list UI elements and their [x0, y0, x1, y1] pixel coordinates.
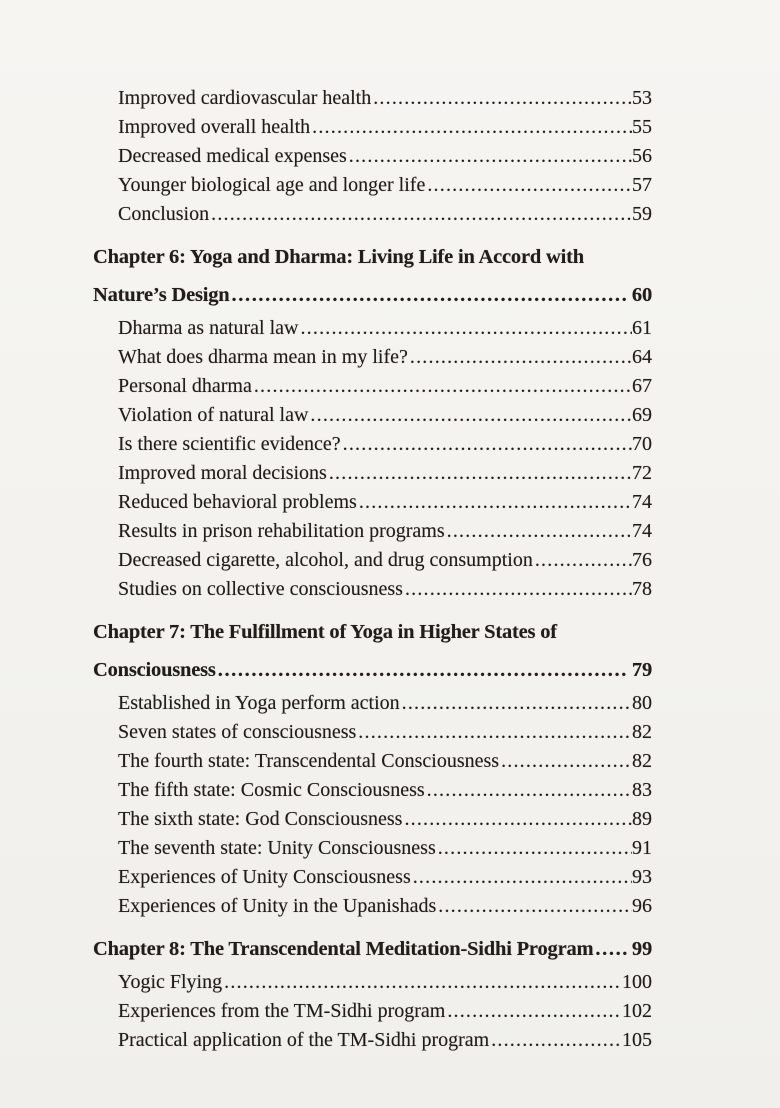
toc-entry-label: Improved cardiovascular health [118, 87, 372, 109]
dot-leader [427, 776, 632, 805]
toc-entry-label: The sixth state: God Consciousness [118, 808, 403, 830]
toc-entry-label: What does dharma mean in my life? [118, 346, 408, 368]
toc-entry [93, 84, 652, 113]
toc-entry [93, 372, 652, 401]
toc-entry-page-number: 100 [622, 971, 652, 993]
toc-entry-page-number: 69 [632, 404, 652, 426]
toc-entry-label: Experiences from the TM-Sidhi program [118, 1000, 446, 1022]
dot-leader [373, 84, 632, 113]
toc-entry-label: Decreased cigarette, alcohol, and drug consumption [118, 549, 533, 571]
dot-leader [300, 314, 632, 343]
toc-entry-page-number: 105 [622, 1029, 652, 1051]
dot-leader [349, 142, 632, 171]
toc-entry [93, 488, 652, 517]
toc-entry-label: Reduced behavioral problems [118, 491, 357, 513]
toc-entry [93, 689, 652, 718]
dot-leader [359, 488, 632, 517]
toc-chapter-heading-line-label: Consciousness [93, 659, 216, 681]
dot-leader [402, 689, 632, 718]
dot-leader [447, 997, 622, 1026]
dot-leader [438, 834, 632, 863]
toc-entry-page-number: 89 [632, 808, 652, 830]
toc-entry [93, 997, 652, 1026]
toc-chapter-heading-line-page-number: 60 [631, 284, 652, 306]
toc-entry-label: Improved overall health [118, 116, 311, 138]
dot-leader [211, 200, 632, 229]
toc-entry-page-number: 76 [632, 549, 652, 571]
toc-entry [93, 401, 652, 430]
toc-entry-page-number: 93 [632, 866, 652, 888]
dot-leader [312, 113, 632, 142]
dot-leader [358, 718, 632, 747]
toc-entry-page-number: 57 [632, 174, 652, 196]
toc-entry [93, 113, 652, 142]
toc-chapter-heading-line [93, 930, 652, 968]
toc-entry-label: Dharma as natural law [118, 317, 299, 339]
toc-chapter-heading-line-label: Chapter 8: The Transcendental Meditation-Sidhi Program [93, 938, 594, 960]
toc-entry-page-number: 64 [632, 346, 652, 368]
dot-leader [427, 171, 632, 200]
toc-entry-page-number: 91 [632, 837, 652, 859]
toc-entry [93, 430, 652, 459]
dot-leader [218, 651, 628, 689]
toc-entry [93, 718, 652, 747]
toc-entry [93, 343, 652, 372]
dot-leader [405, 575, 632, 604]
toc-chapter-heading-line [93, 613, 652, 651]
toc-entry-page-number: 70 [632, 433, 652, 455]
toc-entry-label: Decreased medical expenses [118, 145, 347, 167]
toc-entry [93, 968, 652, 997]
toc-entry-page-number: 82 [632, 721, 652, 743]
dot-leader [254, 372, 632, 401]
toc-entry [93, 517, 652, 546]
dot-leader [438, 892, 632, 921]
toc-entry-label: Experiences of Unity Consciousness [118, 866, 411, 888]
toc-entry-page-number: 67 [632, 375, 652, 397]
toc-entry-label: Conclusion [118, 203, 210, 225]
toc-entry-label: Established in Yoga perform action [118, 692, 400, 714]
toc-entry-page-number: 102 [622, 1000, 652, 1022]
toc-entry-label: The fifth state: Cosmic Consciousness [118, 779, 425, 801]
dot-leader [232, 276, 628, 314]
toc-entry [93, 1026, 652, 1055]
toc-entry [93, 892, 652, 921]
toc-entry [93, 314, 652, 343]
toc-chapter-heading-line-label: Chapter 7: The Fulfillment of Yoga in Higher States of [93, 621, 557, 643]
toc-section-chapter-7 [93, 613, 652, 921]
toc-entry-label: The seventh state: Unity Consciousness [118, 837, 436, 859]
toc-entry-label: Seven states of consciousness [118, 721, 357, 743]
dot-leader [447, 517, 632, 546]
toc-entry-page-number: 74 [632, 491, 652, 513]
toc-entry [93, 805, 652, 834]
toc-entry-page-number: 74 [632, 520, 652, 542]
toc-chapter-heading-line [93, 238, 652, 276]
dot-leader [343, 430, 632, 459]
toc-chapter-heading-line-label: Chapter 6: Yoga and Dharma: Living Life in Accord with [93, 246, 584, 268]
toc-entry [93, 834, 652, 863]
toc-section-chapter-6 [93, 238, 652, 604]
toc-entry-label: Younger biological age and longer life [118, 174, 426, 196]
toc-section-chapter-5-continued [93, 84, 652, 229]
toc-entry-page-number: 80 [632, 692, 652, 714]
toc-entry-label: Personal dharma [118, 375, 252, 397]
toc-chapter-heading-line-page-number: 99 [631, 938, 652, 960]
toc-entry-label: Experiences of Unity in the Upanishads [118, 895, 437, 917]
toc-entry-page-number: 72 [632, 462, 652, 484]
toc-entry [93, 863, 652, 892]
toc-entry-label: The fourth state: Transcendental Consciousness [118, 750, 500, 772]
toc-entry-page-number: 82 [632, 750, 652, 772]
toc-entry [93, 142, 652, 171]
toc-entry [93, 546, 652, 575]
toc-entry-label: Practical application of the TM-Sidhi program [118, 1029, 490, 1051]
toc-entry-page-number: 83 [632, 779, 652, 801]
toc [93, 84, 652, 1055]
toc-entry [93, 575, 652, 604]
toc-entry-page-number: 78 [632, 578, 652, 600]
toc-entry-page-number: 59 [632, 203, 652, 225]
toc-chapter-heading-line-page-number: 79 [631, 659, 652, 681]
dot-leader [404, 805, 632, 834]
dot-leader [410, 343, 632, 372]
toc-entry-label: Studies on collective consciousness [118, 578, 403, 600]
toc-section-chapter-8 [93, 930, 652, 1055]
toc-chapter-heading-line [93, 276, 652, 314]
dot-leader [501, 747, 632, 776]
toc-entry [93, 747, 652, 776]
toc-entry-label: Results in prison rehabilitation programs [118, 520, 445, 542]
dot-leader [595, 930, 628, 968]
dot-leader [329, 459, 632, 488]
toc-chapter-heading-line [93, 651, 652, 689]
dot-leader [224, 968, 622, 997]
toc-entry-page-number: 53 [632, 87, 652, 109]
dot-leader [491, 1026, 622, 1055]
toc-entry-label: Improved moral decisions [118, 462, 327, 484]
dot-leader [310, 401, 632, 430]
toc-entry [93, 776, 652, 805]
dot-leader [413, 863, 632, 892]
toc-entry-page-number: 96 [632, 895, 652, 917]
toc-entry-label: Yogic Flying [118, 971, 223, 993]
toc-entry [93, 171, 652, 200]
toc-entry [93, 200, 652, 229]
toc-entry-page-number: 56 [632, 145, 652, 167]
toc-entry-label: Is there scientific evidence? [118, 433, 341, 455]
toc-entry [93, 459, 652, 488]
toc-entry-page-number: 61 [632, 317, 652, 339]
toc-entry-page-number: 55 [632, 116, 652, 138]
toc-chapter-heading-line-label: Nature’s Design [93, 284, 230, 306]
dot-leader [535, 546, 632, 575]
toc-entry-label: Violation of natural law [118, 404, 309, 426]
